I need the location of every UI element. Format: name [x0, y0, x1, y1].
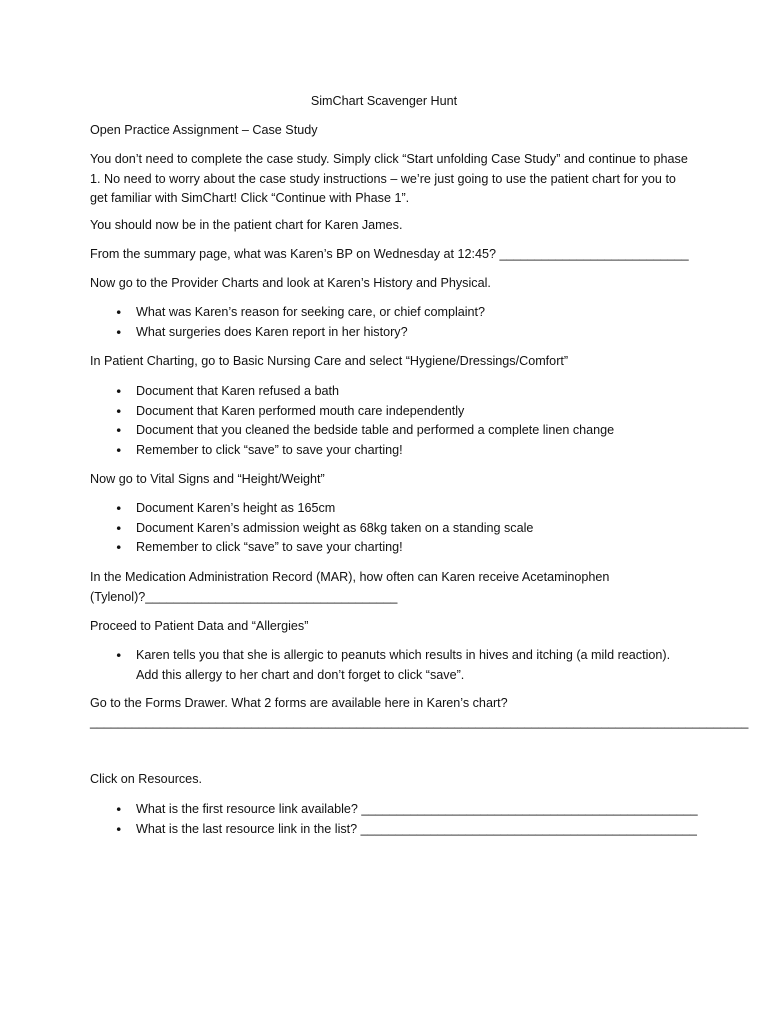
list-item: • Document Karen’s admission weight as 68kg taken on a standing scale [90, 519, 690, 539]
nursing-care-list [90, 382, 690, 460]
patient-chart-line: You should now be in the patient chart for Karen James. [90, 218, 403, 232]
intro-paragraph: You don’t need to complete the case study. Simply click “Start unfolding Case Study” and continue to phase 1. No need to worry about the case study instructions – we’re just going to use the patient chart for you to get familiar with SimChart! Click “Continue with Phase 1”. [90, 152, 688, 205]
bp-question: From the summary page, what was Karen’s BP on Wednesday at 12:45? ___________________________ [90, 247, 689, 261]
allergies-heading: Proceed to Patient Data and “Allergies” [90, 619, 309, 633]
list-item: • What was Karen’s reason for seeking care, or chief complaint? [90, 303, 690, 323]
list-item: • Remember to click “save” to save your charting! [90, 538, 690, 558]
vital-signs-list [90, 499, 690, 558]
list-item: • Document that Karen refused a bath [90, 382, 690, 402]
list-item: • Karen tells you that she is allergic to peanuts which results in hives and itching (a mild reaction). Add this allergy to her chart and don’t forget to click “save”. [90, 646, 690, 685]
resources-heading: Click on Resources. [90, 772, 202, 786]
mar-question: In the Medication Administration Record (MAR), how often can Karen receive Acetaminophen (Tylenol)?____________________________________ [90, 570, 610, 604]
list-item: • What surgeries does Karen report in her history? [90, 323, 690, 343]
forms-answer-line: ______________________________________________________________________________________________ [90, 715, 749, 729]
vital-signs-heading: Now go to Vital Signs and “Height/Weight” [90, 472, 325, 486]
provider-charts-heading: Now go to the Provider Charts and look at Karen’s History and Physical. [90, 276, 491, 290]
list-item: • What is the first resource link available? ________________________________________________ [90, 800, 690, 820]
list-item: • Document that Karen performed mouth care independently [90, 402, 690, 422]
assignment-subtitle: Open Practice Assignment – Case Study [90, 123, 318, 137]
forms-drawer-question: Go to the Forms Drawer. What 2 forms are available here in Karen’s chart? [90, 696, 508, 710]
nursing-care-heading: In Patient Charting, go to Basic Nursing Care and select “Hygiene/Dressings/Comfort” [90, 354, 569, 368]
resources-list [90, 800, 698, 839]
list-item: • Document Karen’s height as 165cm [90, 499, 690, 519]
list-item: • What is the last resource link in the list? ________________________________________________ [90, 820, 690, 840]
provider-charts-list [90, 303, 690, 342]
list-item: • Remember to click “save” to save your charting! [90, 441, 690, 461]
document-title: SimChart Scavenger Hunt [310, 94, 458, 108]
list-item: • Document that you cleaned the bedside table and performed a complete linen change [90, 421, 690, 441]
allergies-list [90, 646, 690, 685]
